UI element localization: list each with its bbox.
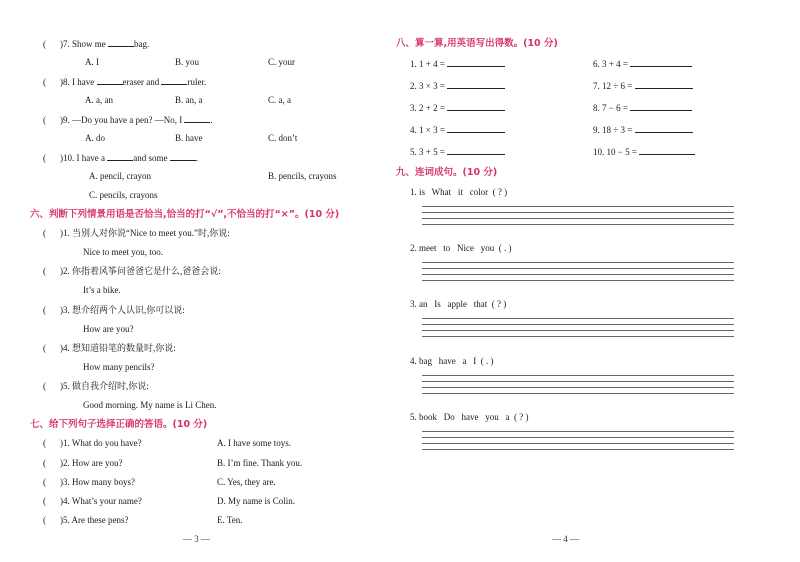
answer-blank[interactable] (184, 114, 210, 123)
answer-blank[interactable] (635, 124, 693, 133)
sentence-item-1: 1. is What it color ( ? ) (410, 187, 508, 197)
judge-item-4: ( )4. 想知道铅笔的数量时,你说: (43, 343, 176, 353)
section-6-title: 六、判断下列情景用语是否恰当,恰当的打“√”,不恰当的打“×”。(10 分) (30, 209, 340, 220)
answer-blank[interactable] (447, 124, 505, 133)
match-item-2: ( )2. How are you? (43, 458, 123, 468)
option-b[interactable]: B. an, a (175, 95, 203, 105)
match-answer-d: D. My name is Colin. (217, 496, 295, 506)
judge-item-3: ( )3. 想介绍两个人认识,你可以说: (43, 305, 185, 315)
section-7-title: 七、给下列句子选择正确的答语。(10 分) (30, 419, 208, 430)
answer-blank[interactable] (108, 38, 134, 47)
answer-blank[interactable] (170, 152, 196, 161)
question-9: ( )9. —Do you have a pen? —No, I . (43, 115, 213, 125)
answer-blank[interactable] (630, 58, 692, 67)
option-c[interactable]: C. your (268, 57, 295, 67)
writing-lines[interactable] (422, 257, 734, 281)
judge-answer-1: Nice to meet you, too. (83, 247, 163, 257)
math-item-10: 10. 10 − 5 = (593, 146, 695, 158)
judge-answer-5: Good morning. My name is Li Chen. (83, 400, 217, 410)
writing-lines[interactable] (422, 370, 734, 394)
answer-blank[interactable] (97, 76, 123, 85)
judge-answer-2: It’s a bike. (83, 285, 121, 295)
match-answer-b: B. I’m fine. Thank you. (217, 458, 303, 468)
answer-blank[interactable] (635, 80, 693, 89)
math-item-7: 7. 12 ÷ 6 = (593, 80, 693, 92)
question-7: ( )7. Show me bag. (43, 39, 150, 49)
answer-blank[interactable] (639, 146, 695, 155)
sentence-item-5: 5. book Do have you a ( ? ) (410, 412, 529, 422)
match-item-1: ( )1. What do you have? (43, 438, 142, 448)
judge-item-5: ( )5. 做自我介绍时,你说: (43, 381, 149, 391)
sentence-item-3: 3. an Is apple that ( ? ) (410, 299, 507, 309)
judge-answer-3: How are you? (83, 324, 134, 334)
match-item-3: ( )3. How many boys? (43, 477, 135, 487)
judge-answer-4: How many pencils? (83, 362, 155, 372)
section-8-title: 八、算一算,用英语写出得数。(10 分) (396, 38, 558, 49)
option-b[interactable]: B. have (175, 133, 203, 143)
option-a[interactable]: A. pencil, crayon (89, 171, 151, 181)
math-item-5: 5. 3 + 5 = (410, 146, 505, 158)
writing-lines[interactable] (422, 201, 734, 225)
sentence-item-4: 4. bag have a I ( . ) (410, 356, 494, 366)
option-c[interactable]: C. a, a (268, 95, 291, 105)
match-answer-c: C. Yes, they are. (217, 477, 276, 487)
math-item-3: 3. 2 + 2 = (410, 102, 505, 114)
option-a[interactable]: A. I (85, 57, 99, 67)
answer-blank[interactable] (630, 102, 692, 111)
math-item-6: 6. 3 + 4 = (593, 58, 692, 70)
option-b[interactable]: B. pencils, crayons (268, 171, 337, 181)
sentence-item-2: 2. meet to Nice you ( . ) (410, 243, 512, 253)
match-item-5: ( )5. Are these pens? (43, 515, 129, 525)
option-c[interactable]: C. don’t (268, 133, 298, 143)
answer-blank[interactable] (161, 76, 187, 85)
option-a[interactable]: A. do (85, 133, 105, 143)
math-item-2: 2. 3 × 3 = (410, 80, 505, 92)
question-10: ( )10. I have a and some . (43, 153, 198, 163)
section-9-title: 九、连词成句。(10 分) (396, 167, 498, 178)
page-number-right: — 4 — (552, 534, 579, 544)
answer-blank[interactable] (447, 146, 505, 155)
math-item-8: 8. 7 − 6 = (593, 102, 692, 114)
math-item-1: 1. 1 + 4 = (410, 58, 505, 70)
writing-lines[interactable] (422, 313, 734, 337)
answer-blank[interactable] (447, 102, 505, 111)
math-item-4: 4. 1 × 3 = (410, 124, 505, 136)
option-b[interactable]: B. you (175, 57, 200, 67)
answer-blank[interactable] (447, 58, 505, 67)
math-item-9: 9. 18 ÷ 3 = (593, 124, 693, 136)
answer-blank[interactable] (447, 80, 505, 89)
option-c[interactable]: C. pencils, crayons (89, 190, 158, 200)
question-8: ( )8. I have eraser and ruler. (43, 77, 207, 87)
judge-item-1: ( )1. 当别人对你说“Nice to meet you.”时,你说: (43, 228, 230, 238)
option-a[interactable]: A. a, an (85, 95, 113, 105)
answer-blank[interactable] (107, 152, 133, 161)
page-number-left: — 3 — (183, 534, 210, 544)
writing-lines[interactable] (422, 426, 734, 450)
judge-item-2: ( )2. 你指着风筝问爸爸它是什么,爸爸会说: (43, 266, 221, 276)
match-item-4: ( )4. What’s your name? (43, 496, 142, 506)
match-answer-e: E. Ten. (217, 515, 243, 525)
match-answer-a: A. I have some toys. (217, 438, 291, 448)
